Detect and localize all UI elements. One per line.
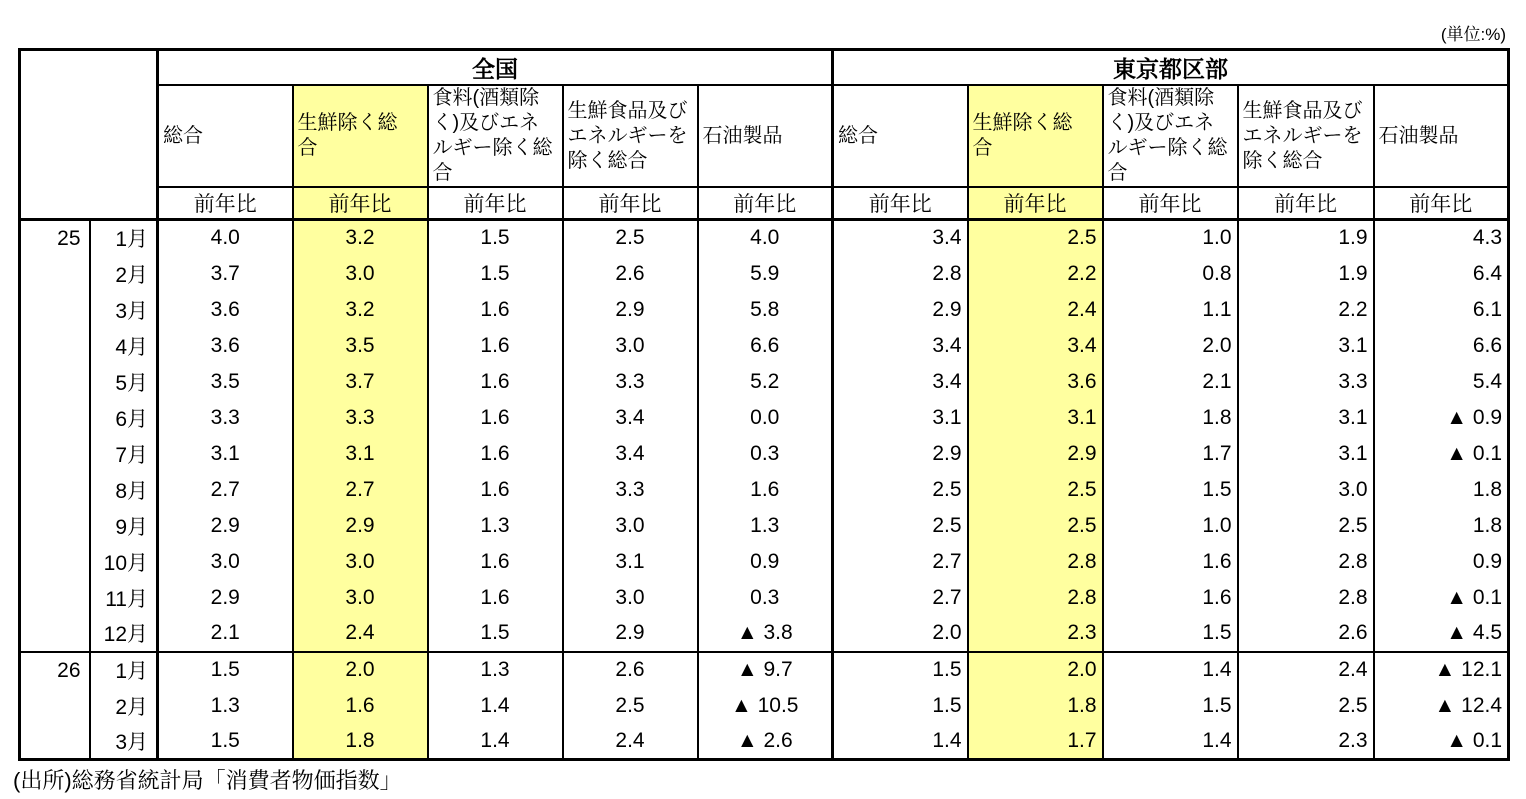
value-cell: 2.9 bbox=[833, 436, 968, 472]
month-cell: 8月 bbox=[90, 472, 158, 508]
value-cell: 1.6 bbox=[428, 580, 563, 616]
value-cell: 0.0 bbox=[698, 400, 833, 436]
value-cell: 1.6 bbox=[428, 544, 563, 580]
value-cell: 6.1 bbox=[1374, 292, 1509, 328]
value-cell: 3.3 bbox=[1238, 364, 1374, 400]
value-cell: 1.5 bbox=[428, 256, 563, 292]
measure-cell: 前年比 bbox=[1374, 187, 1509, 220]
value-cell: 2.5 bbox=[968, 508, 1103, 544]
value-cell: 0.8 bbox=[1103, 256, 1238, 292]
value-cell: 1.6 bbox=[1103, 544, 1238, 580]
month-cell: 7月 bbox=[90, 436, 158, 472]
column-name-cell: 食料(酒類除く)及びエネルギー除く総合 bbox=[1103, 85, 1238, 187]
table-row bbox=[20, 616, 1509, 652]
value-cell: 2.0 bbox=[833, 616, 968, 652]
value-cell: 1.4 bbox=[428, 724, 563, 760]
value-cell: 3.4 bbox=[563, 400, 698, 436]
value-cell: 2.3 bbox=[968, 616, 1103, 652]
value-cell: 3.3 bbox=[158, 400, 293, 436]
value-cell: ▲ 0.1 bbox=[1374, 436, 1509, 472]
value-cell: 1.5 bbox=[1103, 616, 1238, 652]
value-cell: 3.1 bbox=[1238, 328, 1374, 364]
value-cell: 1.8 bbox=[1374, 508, 1509, 544]
measure-cell: 前年比 bbox=[563, 187, 698, 220]
value-cell: 3.0 bbox=[293, 580, 428, 616]
value-cell: 3.0 bbox=[563, 508, 698, 544]
value-cell: 3.4 bbox=[833, 328, 968, 364]
measure-cell: 前年比 bbox=[293, 187, 428, 220]
value-cell: 2.7 bbox=[158, 472, 293, 508]
value-cell: 2.2 bbox=[968, 256, 1103, 292]
value-cell: 3.1 bbox=[1238, 436, 1374, 472]
value-cell: 2.5 bbox=[1238, 688, 1374, 724]
measure-cell: 前年比 bbox=[833, 187, 968, 220]
value-cell: 4.3 bbox=[1374, 220, 1509, 256]
column-name-row bbox=[20, 85, 1509, 187]
value-cell: 1.3 bbox=[428, 652, 563, 688]
value-cell: 1.3 bbox=[158, 688, 293, 724]
value-cell: 1.4 bbox=[833, 724, 968, 760]
value-cell: 3.6 bbox=[158, 328, 293, 364]
value-cell: 1.4 bbox=[428, 688, 563, 724]
value-cell: 3.6 bbox=[968, 364, 1103, 400]
month-cell: 4月 bbox=[90, 328, 158, 364]
value-cell: 2.8 bbox=[968, 580, 1103, 616]
value-cell: 3.0 bbox=[158, 544, 293, 580]
value-cell: 2.1 bbox=[1103, 364, 1238, 400]
month-cell: 3月 bbox=[90, 292, 158, 328]
value-cell: 1.5 bbox=[1103, 472, 1238, 508]
value-cell: 2.3 bbox=[1238, 724, 1374, 760]
value-cell: 3.0 bbox=[293, 544, 428, 580]
region-header-tokyo: 東京都区部 bbox=[833, 50, 1509, 86]
month-cell: 12月 bbox=[90, 616, 158, 652]
measure-cell: 前年比 bbox=[1103, 187, 1238, 220]
value-cell: 3.1 bbox=[158, 436, 293, 472]
value-cell: 3.7 bbox=[158, 256, 293, 292]
measure-cell: 前年比 bbox=[1238, 187, 1374, 220]
column-name-cell: 石油製品 bbox=[698, 85, 833, 187]
value-cell: 0.9 bbox=[698, 544, 833, 580]
value-cell: ▲ 3.8 bbox=[698, 616, 833, 652]
value-cell: 1.5 bbox=[1103, 688, 1238, 724]
value-cell: 1.6 bbox=[428, 364, 563, 400]
value-cell: 1.4 bbox=[1103, 652, 1238, 688]
table-row bbox=[20, 328, 1509, 364]
value-cell: 0.3 bbox=[698, 436, 833, 472]
table-row bbox=[20, 472, 1509, 508]
value-cell: 3.7 bbox=[293, 364, 428, 400]
value-cell: 2.5 bbox=[968, 220, 1103, 256]
value-cell: 1.6 bbox=[1103, 580, 1238, 616]
month-cell: 11月 bbox=[90, 580, 158, 616]
month-cell: 5月 bbox=[90, 364, 158, 400]
value-cell: 1.7 bbox=[968, 724, 1103, 760]
value-cell: 1.5 bbox=[833, 688, 968, 724]
value-cell: 2.8 bbox=[968, 544, 1103, 580]
value-cell: ▲ 4.5 bbox=[1374, 616, 1509, 652]
value-cell: 3.2 bbox=[293, 220, 428, 256]
value-cell: ▲ 0.1 bbox=[1374, 580, 1509, 616]
table-row bbox=[20, 292, 1509, 328]
table-row bbox=[20, 256, 1509, 292]
value-cell: 2.9 bbox=[968, 436, 1103, 472]
corner-cell bbox=[20, 50, 158, 220]
table-row bbox=[20, 364, 1509, 400]
value-cell: 6.4 bbox=[1374, 256, 1509, 292]
source-note: (出所)総務省統計局「消費者物価指数」 bbox=[13, 768, 402, 793]
value-cell: 1.1 bbox=[1103, 292, 1238, 328]
value-cell: 5.8 bbox=[698, 292, 833, 328]
value-cell: 2.7 bbox=[833, 544, 968, 580]
value-cell: 3.1 bbox=[1238, 400, 1374, 436]
value-cell: 3.3 bbox=[563, 364, 698, 400]
value-cell: 3.1 bbox=[968, 400, 1103, 436]
month-cell: 9月 bbox=[90, 508, 158, 544]
year-cell: 26 bbox=[20, 652, 90, 760]
value-cell: 1.6 bbox=[428, 472, 563, 508]
value-cell: 0.9 bbox=[1374, 544, 1509, 580]
value-cell: 1.3 bbox=[428, 508, 563, 544]
value-cell: 1.5 bbox=[428, 220, 563, 256]
value-cell: 6.6 bbox=[698, 328, 833, 364]
value-cell: 1.6 bbox=[428, 436, 563, 472]
value-cell: 4.0 bbox=[698, 220, 833, 256]
measure-cell: 前年比 bbox=[158, 187, 293, 220]
measure-row bbox=[20, 187, 1509, 220]
value-cell: 2.9 bbox=[563, 616, 698, 652]
value-cell: 2.0 bbox=[968, 652, 1103, 688]
month-cell: 6月 bbox=[90, 400, 158, 436]
month-cell: 2月 bbox=[90, 688, 158, 724]
column-name-cell: 生鮮食品及びエネルギーを除く総合 bbox=[563, 85, 698, 187]
value-cell: 1.8 bbox=[1103, 400, 1238, 436]
value-cell: 2.6 bbox=[563, 652, 698, 688]
month-cell: 2月 bbox=[90, 256, 158, 292]
value-cell: 3.1 bbox=[563, 544, 698, 580]
table-row bbox=[20, 724, 1509, 760]
table-row bbox=[20, 688, 1509, 724]
value-cell: 2.6 bbox=[563, 256, 698, 292]
table-row bbox=[20, 508, 1509, 544]
table-header bbox=[20, 50, 1509, 220]
value-cell: 3.5 bbox=[293, 328, 428, 364]
value-cell: 1.5 bbox=[428, 616, 563, 652]
month-cell: 1月 bbox=[90, 652, 158, 688]
value-cell: 2.5 bbox=[563, 688, 698, 724]
value-cell: 2.0 bbox=[1103, 328, 1238, 364]
region-header-zenkoku: 全国 bbox=[158, 50, 833, 86]
value-cell: 1.4 bbox=[1103, 724, 1238, 760]
value-cell: 5.4 bbox=[1374, 364, 1509, 400]
value-cell: 3.5 bbox=[158, 364, 293, 400]
unit-label: (単位:%) bbox=[1440, 25, 1506, 44]
value-cell: 2.6 bbox=[1238, 616, 1374, 652]
value-cell: 3.4 bbox=[833, 364, 968, 400]
column-name-cell: 生鮮除く総合 bbox=[968, 85, 1103, 187]
value-cell: 2.5 bbox=[833, 472, 968, 508]
value-cell: 2.4 bbox=[968, 292, 1103, 328]
value-cell: 1.9 bbox=[1238, 220, 1374, 256]
measure-cell: 前年比 bbox=[968, 187, 1103, 220]
measure-cell: 前年比 bbox=[428, 187, 563, 220]
column-name-cell: 生鮮除く総合 bbox=[293, 85, 428, 187]
value-cell: 5.9 bbox=[698, 256, 833, 292]
table-row bbox=[20, 220, 1509, 256]
table-row bbox=[20, 580, 1509, 616]
table-row bbox=[20, 544, 1509, 580]
column-name-cell: 生鮮食品及びエネルギーを除く総合 bbox=[1238, 85, 1374, 187]
value-cell: 1.7 bbox=[1103, 436, 1238, 472]
value-cell: 0.3 bbox=[698, 580, 833, 616]
measure-cell: 前年比 bbox=[698, 187, 833, 220]
value-cell: 2.1 bbox=[158, 616, 293, 652]
value-cell: 3.3 bbox=[293, 400, 428, 436]
value-cell: 3.6 bbox=[158, 292, 293, 328]
table-row bbox=[20, 436, 1509, 472]
value-cell: 3.0 bbox=[293, 256, 428, 292]
column-name-cell: 石油製品 bbox=[1374, 85, 1509, 187]
value-cell: 3.0 bbox=[563, 328, 698, 364]
value-cell: 5.2 bbox=[698, 364, 833, 400]
value-cell: ▲ 0.1 bbox=[1374, 724, 1509, 760]
value-cell: 3.3 bbox=[563, 472, 698, 508]
cpi-table bbox=[18, 48, 1510, 761]
value-cell: 1.0 bbox=[1103, 220, 1238, 256]
value-cell: 1.6 bbox=[293, 688, 428, 724]
value-cell: 2.9 bbox=[833, 292, 968, 328]
value-cell: 1.5 bbox=[833, 652, 968, 688]
month-cell: 3月 bbox=[90, 724, 158, 760]
column-name-cell: 総合 bbox=[158, 85, 293, 187]
value-cell: ▲ 10.5 bbox=[698, 688, 833, 724]
value-cell: 1.5 bbox=[158, 724, 293, 760]
value-cell: 3.4 bbox=[833, 220, 968, 256]
value-cell: 1.8 bbox=[1374, 472, 1509, 508]
year-cell: 25 bbox=[20, 220, 90, 652]
value-cell: 3.4 bbox=[968, 328, 1103, 364]
value-cell: ▲ 2.6 bbox=[698, 724, 833, 760]
value-cell: 2.4 bbox=[293, 616, 428, 652]
value-cell: 4.0 bbox=[158, 220, 293, 256]
table-body bbox=[20, 220, 1509, 760]
value-cell: 2.0 bbox=[293, 652, 428, 688]
value-cell: 2.5 bbox=[563, 220, 698, 256]
value-cell: 2.5 bbox=[833, 508, 968, 544]
value-cell: 2.2 bbox=[1238, 292, 1374, 328]
value-cell: 1.3 bbox=[698, 508, 833, 544]
value-cell: 1.6 bbox=[698, 472, 833, 508]
region-row bbox=[20, 50, 1509, 86]
value-cell: 2.5 bbox=[968, 472, 1103, 508]
value-cell: 1.9 bbox=[1238, 256, 1374, 292]
month-cell: 1月 bbox=[90, 220, 158, 256]
value-cell: 2.9 bbox=[563, 292, 698, 328]
value-cell: 2.8 bbox=[833, 256, 968, 292]
value-cell: ▲ 12.4 bbox=[1374, 688, 1509, 724]
value-cell: 2.4 bbox=[1238, 652, 1374, 688]
value-cell: 3.1 bbox=[833, 400, 968, 436]
value-cell: 1.0 bbox=[1103, 508, 1238, 544]
value-cell: 2.9 bbox=[158, 508, 293, 544]
value-cell: 3.1 bbox=[293, 436, 428, 472]
value-cell: 1.6 bbox=[428, 400, 563, 436]
value-cell: 6.6 bbox=[1374, 328, 1509, 364]
value-cell: ▲ 12.1 bbox=[1374, 652, 1509, 688]
value-cell: ▲ 0.9 bbox=[1374, 400, 1509, 436]
column-name-cell: 総合 bbox=[833, 85, 968, 187]
value-cell: 2.9 bbox=[293, 508, 428, 544]
value-cell: 1.5 bbox=[158, 652, 293, 688]
value-cell: 2.9 bbox=[158, 580, 293, 616]
value-cell: ▲ 9.7 bbox=[698, 652, 833, 688]
value-cell: 2.8 bbox=[1238, 580, 1374, 616]
value-cell: 2.7 bbox=[293, 472, 428, 508]
value-cell: 1.6 bbox=[428, 328, 563, 364]
value-cell: 3.0 bbox=[563, 580, 698, 616]
value-cell: 2.8 bbox=[1238, 544, 1374, 580]
value-cell: 3.4 bbox=[563, 436, 698, 472]
value-cell: 2.4 bbox=[563, 724, 698, 760]
month-cell: 10月 bbox=[90, 544, 158, 580]
table-row bbox=[20, 400, 1509, 436]
value-cell: 3.0 bbox=[1238, 472, 1374, 508]
value-cell: 1.6 bbox=[428, 292, 563, 328]
value-cell: 1.8 bbox=[968, 688, 1103, 724]
value-cell: 2.7 bbox=[833, 580, 968, 616]
column-name-cell: 食料(酒類除く)及びエネルギー除く総合 bbox=[428, 85, 563, 187]
value-cell: 1.8 bbox=[293, 724, 428, 760]
value-cell: 3.2 bbox=[293, 292, 428, 328]
value-cell: 2.5 bbox=[1238, 508, 1374, 544]
table-row bbox=[20, 652, 1509, 688]
